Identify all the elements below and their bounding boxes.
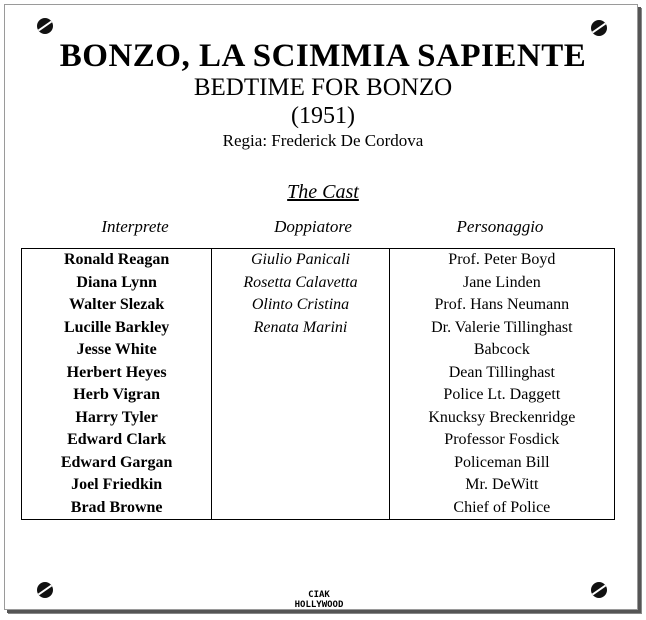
dubber-cell [212,429,389,452]
character-cell: Police Lt. Daggett [389,384,614,407]
screw-bottom-left-icon [37,582,53,598]
actor-cell: Ronald Reagan [22,249,212,272]
dubber-cell [212,384,389,407]
dubber-cell [212,497,389,520]
actor-cell: Herbert Heyes [22,362,212,385]
dubber-cell: Renata Marini [212,317,389,340]
director-credit: Regia: Frederick De Cordova [222,131,424,150]
character-cell: Policeman Bill [389,452,614,475]
actor-cell: Edward Clark [22,429,212,452]
character-cell: Dr. Valerie Tillinghast [389,317,614,340]
screw-bottom-right-icon [591,582,607,598]
actor-cell: Jesse White [22,339,212,362]
dubber-cell: Olinto Cristina [212,294,389,317]
character-cell: Jane Linden [389,272,614,295]
cast-table-body [22,249,615,520]
dubber-cell [212,362,389,385]
character-cell: Chief of Police [389,497,614,520]
dubber-cell: Rosetta Calavetta [212,272,389,295]
table-row [22,384,615,407]
actor-cell: Joel Friedkin [22,474,212,497]
table-row [22,407,615,430]
table-row [22,317,615,340]
dubber-cell [212,452,389,475]
character-cell: Professor Fosdick [389,429,614,452]
release-year: (1951) [291,103,355,129]
screw-top-left-icon [37,18,53,34]
character-cell: Prof. Hans Neumann [389,294,614,317]
character-cell: Dean Tillinghast [389,362,614,385]
character-cell: Prof. Peter Boyd [389,249,614,272]
table-row [22,497,615,520]
actor-cell: Walter Slezak [22,294,212,317]
page-title: BONZO, LA SCIMMIA SAPIENTE [59,38,587,74]
cast-table [21,248,615,520]
character-cell: Babcock [389,339,614,362]
table-row [22,429,615,452]
actor-cell: Edward Gargan [22,452,212,475]
column-header-dubber: Doppiatore [274,217,352,236]
dubber-cell [212,474,389,497]
actor-cell: Brad Browne [22,497,212,520]
dubber-cell [212,407,389,430]
character-cell: Knucksy Breckenridge [389,407,614,430]
character-cell: Mr. DeWitt [389,474,614,497]
table-row [22,452,615,475]
table-row [22,362,615,385]
cast-heading: The Cast [287,181,359,203]
column-header-actor: Interprete [101,217,169,236]
table-row [22,272,615,295]
original-title: BEDTIME FOR BONZO [193,74,453,101]
column-header-character: Personaggio [456,217,544,236]
table-row [22,249,615,272]
dubber-cell: Giulio Panicali [212,249,389,272]
actor-cell: Diana Lynn [22,272,212,295]
ciak-hollywood-logo: CIAK HOLLYWOOD [294,590,344,610]
table-row [22,474,615,497]
table-row [22,339,615,362]
dubber-cell [212,339,389,362]
table-row [22,294,615,317]
actor-cell: Harry Tyler [22,407,212,430]
actor-cell: Herb Vigran [22,384,212,407]
screw-top-right-icon [591,20,607,36]
actor-cell: Lucille Barkley [22,317,212,340]
